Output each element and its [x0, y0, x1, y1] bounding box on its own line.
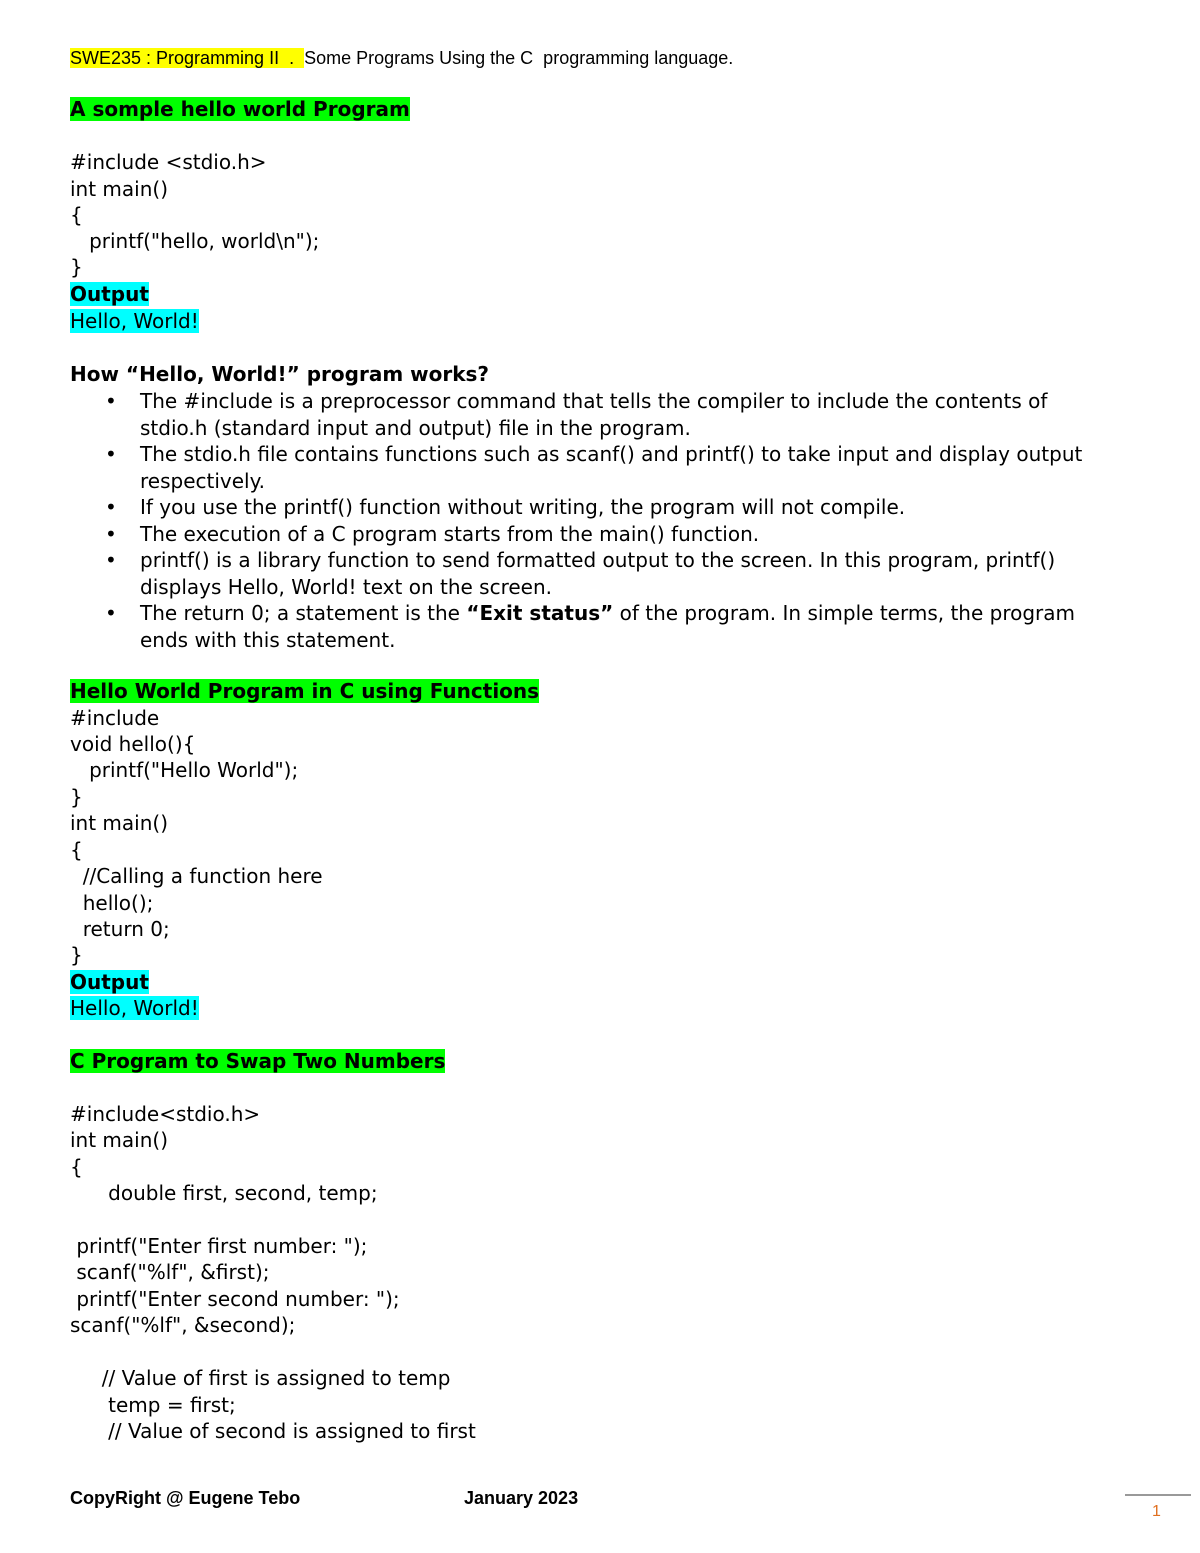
code-line: {: [70, 203, 83, 227]
code-line: printf("Enter first number: ");: [70, 1234, 368, 1258]
footer-copyright: CopyRight @ Eugene Tebo: [70, 1488, 301, 1508]
code-line: printf("Hello World");: [70, 758, 299, 782]
code-line: printf("hello, world\n");: [70, 229, 320, 253]
code-line: {: [70, 838, 83, 862]
code-line: }: [70, 785, 83, 809]
course-code: SWE235 : Programming II .: [70, 48, 305, 68]
code-line: #include<stdio.h>: [70, 1102, 261, 1126]
code-line: scanf("%lf", &second);: [70, 1313, 296, 1337]
page-number-rule: [1125, 1494, 1191, 1496]
code-line: {: [70, 1155, 83, 1179]
code-line: //Calling a function here: [70, 864, 323, 888]
list-item: • The #include is a preprocessor command that tells the compiler to include the contents of stdio.h (standard input and output) file in the program.: [100, 388, 1120, 441]
code-line: int main(): [70, 1128, 169, 1152]
code-line: }: [70, 255, 83, 279]
code-line: void hello(){: [70, 732, 196, 756]
code-line: hello();: [70, 891, 154, 915]
list-item: • printf() is a library function to send formatted output to the screen. In this program, printf() displays Hello, World! text on the screen.: [100, 547, 1120, 600]
code-line: return 0;: [70, 917, 170, 941]
output-value: Hello, World!: [70, 309, 199, 333]
section-title-hello-world: A somple hello world Program: [70, 97, 410, 121]
code-line: #include: [70, 706, 160, 730]
output-label: Output: [70, 970, 149, 994]
code-line: printf("Enter second number: ");: [70, 1287, 400, 1311]
list-item: • The execution of a C program starts from the main() function.: [100, 521, 1120, 548]
code-line: // Value of first is assigned to temp: [70, 1366, 451, 1390]
code-line: temp = first;: [70, 1393, 236, 1417]
document-subtitle: Some Programs Using the C programming language.: [304, 48, 734, 68]
output-value: Hello, World!: [70, 996, 199, 1020]
list-item: • The stdio.h file contains functions such as scanf() and printf() to take input and display output respectively.: [100, 441, 1120, 494]
code-line: #include <stdio.h>: [70, 150, 267, 174]
document-header: [70, 45, 733, 71]
code-line: int main(): [70, 811, 169, 835]
explanation-title: How “Hello, World!” program works?: [70, 362, 490, 386]
section-title-functions: Hello World Program in C using Functions: [70, 679, 540, 703]
code-line: // Value of second is assigned to first: [70, 1419, 476, 1443]
code-line: int main(): [70, 177, 169, 201]
output-label: Output: [70, 282, 149, 306]
code-line: double first, second, temp;: [70, 1181, 378, 1205]
footer-date: January 2023: [464, 1488, 579, 1508]
section-title-swap: C Program to Swap Two Numbers: [70, 1049, 446, 1073]
page-number: 1: [1152, 1503, 1161, 1520]
code-line: scanf("%lf", &first);: [70, 1260, 270, 1284]
list-item: • The return 0; a statement is the “Exit status” of the program. In simple terms, the program ends with this statement.: [100, 600, 1120, 653]
explanation-list: [100, 388, 1120, 653]
code-line: }: [70, 943, 83, 967]
list-item: • If you use the printf() function without writing, the program will not compile.: [100, 494, 1120, 521]
